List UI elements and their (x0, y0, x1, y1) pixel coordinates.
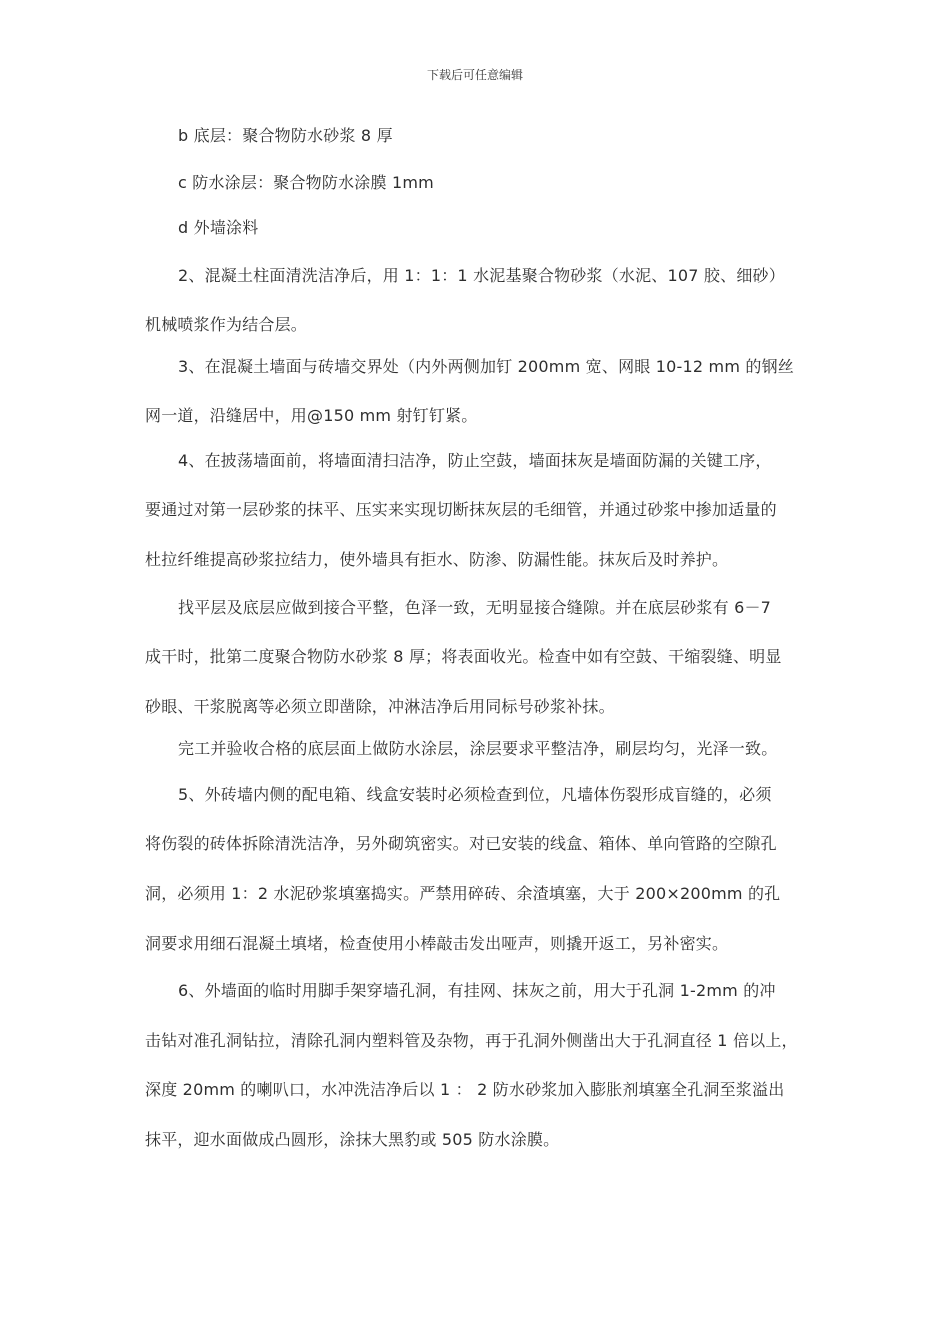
text-line: 要通过对第一层砂浆的抹平、压实来实现切断抹灰层的毛细管，并通过砂浆中掺加适量的 (145, 500, 777, 519)
text-line: 3、在混凝土墙面与砖墙交界处（内外两侧加钉 200mm 宽、网眼 10-12 mm 的钢丝 (178, 357, 794, 376)
text-line: 砂眼、干浆脱离等必须立即凿除，冲淋洁净后用同标号砂浆补抹。 (145, 697, 615, 716)
text-line: 将伤裂的砖体拆除清洗洁净，另外砌筑密实。对已安装的线盒、箱体、单向管路的空隙孔 (145, 834, 777, 853)
text-line: b 底层：聚合物防水砂浆 8 厚 (178, 126, 393, 145)
text-line: c 防水涂层：聚合物防水涂膜 1mm (178, 173, 434, 192)
text-line: 5、外砖墙内侧的配电箱、线盒安装时必须检查到位，凡墙体伤裂形成盲缝的，必须 (178, 785, 772, 804)
text-line: 击钻对准孔洞钻拉，清除孔洞内塑料管及杂物，再于孔洞外侧凿出大于孔洞直径 1 倍以上， (145, 1031, 798, 1050)
text-line: 机械喷浆作为结合层。 (145, 315, 308, 334)
text-line: d 外墙涂料 (178, 218, 259, 237)
text-line: 6、外墙面的临时用脚手架穿墙孔洞，有挂网、抹灰之前，用大于孔洞 1-2mm 的冲 (178, 981, 776, 1000)
text-line: 完工并验收合格的底层面上做防水涂层，涂层要求平整洁净，刷层均匀，光泽一致。 (178, 739, 778, 758)
text-line: 找平层及底层应做到接合平整，色泽一致，无明显接合缝隙。并在底层砂浆有 6－7 (178, 598, 772, 617)
text-line: 2、混凝土柱面清洗洁净后，用 1：1：1 水泥基聚合物砂浆（水泥、107 胶、细砂） (178, 266, 785, 285)
text-line: 4、在披荡墙面前，将墙面清扫洁净，防止空鼓，墙面抹灰是墙面防漏的关键工序， (178, 451, 772, 470)
page-header: 下载后可任意编辑 (426, 68, 523, 82)
text-line: 抹平，迎水面做成凸圆形，涂抹大黑豹或 505 防水涂膜。 (145, 1130, 560, 1149)
text-line: 成干时，批第二度聚合物防水砂浆 8 厚；将表面收光。检查中如有空鼓、干缩裂缝、明显 (145, 647, 782, 666)
text-line: 杜拉纤维提高砂浆拉结力，使外墙具有拒水、防渗、防漏性能。抹灰后及时养护。 (145, 550, 729, 569)
text-line: 网一道，沿缝居中，用@150 mm 射钉钉紧。 (145, 406, 478, 425)
text-line: 洞，必须用 1：2 水泥砂浆填塞捣实。严禁用碎砖、余渣填塞，大于 200×200mm 的孔 (145, 884, 781, 903)
text-line: 深度 20mm 的喇叭口，水冲洗洁净后以 1 ： 2 防水砂浆加入膨胀剂填塞全孔洞至浆溢出 (145, 1080, 785, 1099)
text-line: 洞要求用细石混凝土填堵，检查使用小棒敲击发出哑声，则撬开返工，另补密实。 (145, 934, 729, 953)
